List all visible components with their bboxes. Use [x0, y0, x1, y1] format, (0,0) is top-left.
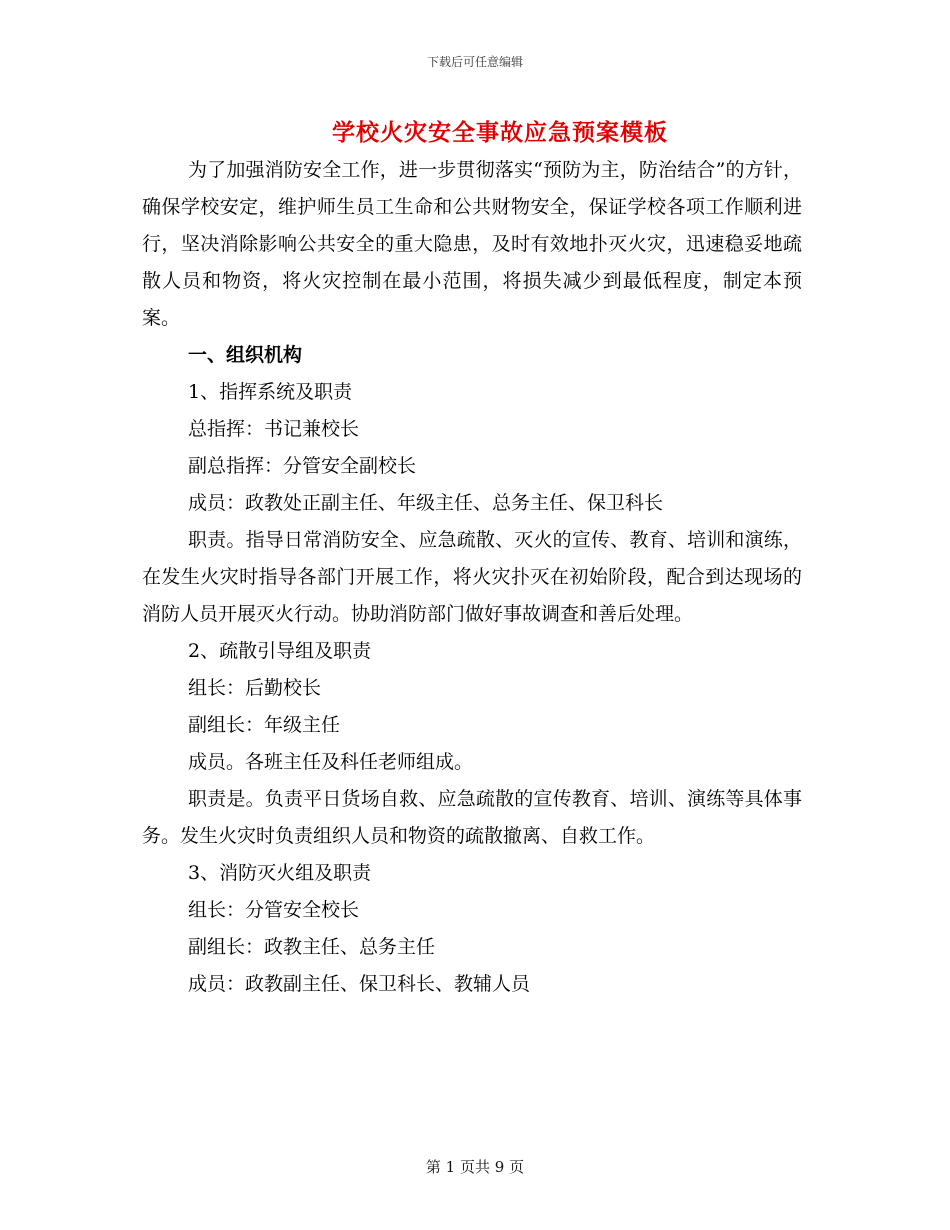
document-body: [142, 152, 802, 1003]
text-line: 副组长：年级主任: [188, 714, 341, 736]
duty-paragraph: 职责。指导日常消防安全、应急疏散、灭火的宣传、教育、培训和演练，在发生火灾时指导各部门开展工作，将火灾扑灭在初始阶段，配合到达现场的消防人员开展灭火行动。协助消防部门做好事故调查和善后处理。: [142, 529, 802, 625]
text-line: 成员：政教处正副主任、年级主任、总务主任、保卫科长: [188, 492, 664, 514]
text-line: 副组长：政教主任、总务主任: [188, 936, 436, 958]
text-line: 副总指挥：分管安全副校长: [188, 455, 417, 477]
text-line: 成员：政教副主任、保卫科长、教辅人员: [188, 973, 531, 995]
intro-paragraph: 为了加强消防安全工作，进一步贯彻落实“预防为主，防治结合”的方针，确保学校安定，维护师生员工生命和公共财物安全，保证学校各项工作顺利进行，坚决消除影响公共安全的重大隐患，及时有效地扑灭火灾，迅速稳妥地疏散人员和物资，将火灾控制在最小范围，将损失减少到最低程度，制定本预案。: [142, 159, 802, 329]
page-number: 第 1 页共 9 页: [425, 1158, 525, 1176]
text-line: 组长：分管安全校长: [188, 899, 360, 921]
duty-paragraph: 职责是。负责平日货场自救、应急疏散的宣传教育、培训、演练等具体事务。发生火灾时负责组织人员和物资的疏散撤离、自救工作。: [142, 788, 802, 847]
subsection-heading-evacuation: 2、疏散引导组及职责: [188, 640, 372, 662]
document-title: 学校火灾安全事故应急预案模板: [332, 119, 668, 146]
text-line: 总指挥：书记兼校长: [188, 418, 360, 440]
subsection-heading-firefighting: 3、消防灭火组及职责: [188, 862, 372, 884]
header-note: 下载后可任意编辑: [426, 55, 523, 69]
section-heading-organization: 一、组织机构: [188, 344, 303, 366]
text-line: 成员。各班主任及科任老师组成。: [188, 751, 474, 773]
text-line: 组长：后勤校长: [188, 677, 322, 699]
subsection-heading-command: 1、指挥系统及职责: [188, 381, 353, 403]
